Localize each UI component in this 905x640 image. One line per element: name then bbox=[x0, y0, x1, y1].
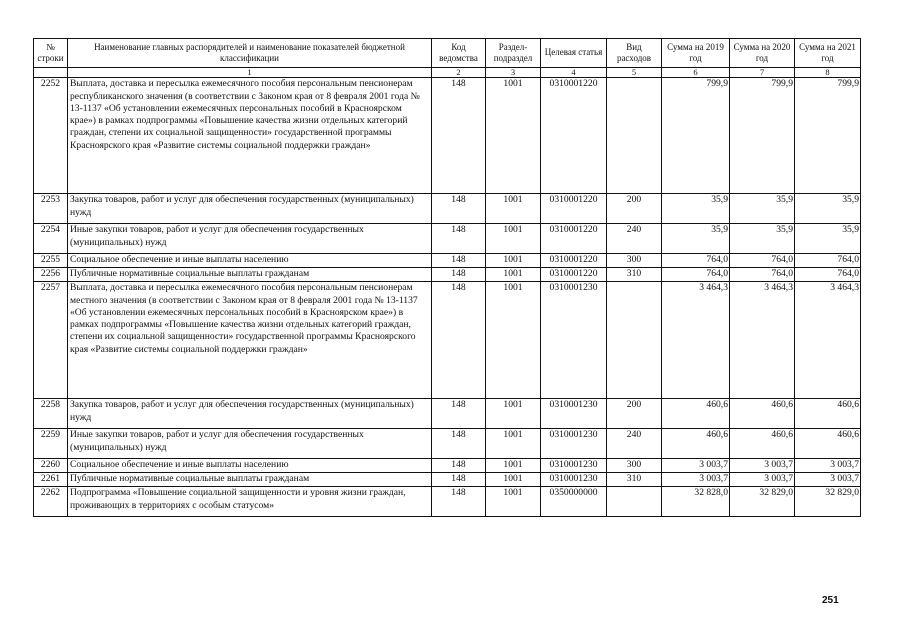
table-row bbox=[34, 224, 861, 254]
row-sum-2021: 35,9 bbox=[795, 194, 861, 224]
row-section: 1001 bbox=[486, 282, 541, 399]
row-name: Иные закупки товаров, работ и услуг для обеспечения государственных (муниципальных) нужд bbox=[68, 429, 432, 459]
table-row bbox=[34, 429, 861, 459]
row-expense-type: 200 bbox=[607, 399, 662, 429]
header-sum-2020: Сумма на 2020 год bbox=[730, 39, 795, 68]
row-sum-2020: 35,9 bbox=[730, 224, 795, 254]
row-target-article: 0310001230 bbox=[541, 459, 607, 473]
row-name: Иные закупки товаров, работ и услуг для обеспечения государственных (муниципальных) нужд bbox=[68, 224, 432, 254]
row-department-code: 148 bbox=[432, 399, 486, 429]
row-department-code: 148 bbox=[432, 194, 486, 224]
row-name: Социальное обеспечение и иные выплаты населению bbox=[68, 254, 432, 268]
row-sum-2021: 3 003,7 bbox=[795, 459, 861, 473]
row-expense-type bbox=[607, 282, 662, 399]
table-row bbox=[34, 78, 861, 194]
header-section: Раздел-подраздел bbox=[486, 39, 541, 68]
header-target-article: Целевая статья bbox=[541, 39, 607, 68]
table-row bbox=[34, 473, 861, 487]
row-expense-type: 240 bbox=[607, 429, 662, 459]
row-name: Публичные нормативные социальные выплаты гражданам bbox=[68, 473, 432, 487]
budget-table bbox=[33, 38, 861, 517]
row-sum-2019: 799,9 bbox=[662, 78, 730, 194]
row-department-code: 148 bbox=[432, 254, 486, 268]
header-department-code: Код ведомства bbox=[432, 39, 486, 68]
row-number: 2254 bbox=[34, 224, 68, 254]
row-name: Подпрограмма «Повышение социальной защищенности и уровня жизни граждан, проживающих в территориях с особым статусом» bbox=[68, 487, 432, 517]
table-row bbox=[34, 282, 861, 399]
row-sum-2020: 32 829,0 bbox=[730, 487, 795, 517]
row-number: 2252 bbox=[34, 78, 68, 194]
row-sum-2019: 460,6 bbox=[662, 429, 730, 459]
header-number-cell: 2 bbox=[432, 68, 486, 78]
row-sum-2019: 3 003,7 bbox=[662, 473, 730, 487]
row-number: 2255 bbox=[34, 254, 68, 268]
row-number: 2259 bbox=[34, 429, 68, 459]
row-sum-2019: 460,6 bbox=[662, 399, 730, 429]
row-section: 1001 bbox=[486, 194, 541, 224]
row-section: 1001 bbox=[486, 459, 541, 473]
row-expense-type bbox=[607, 487, 662, 517]
row-department-code: 148 bbox=[432, 473, 486, 487]
row-sum-2021: 460,6 bbox=[795, 429, 861, 459]
row-department-code: 148 bbox=[432, 282, 486, 399]
row-name: Выплата, доставка и пересылка ежемесячного пособия персональным пенсионерам местного значения (в соответствии с Законом края от 8 февраля 2001 года № 13-1137 «Об установлении ежемесячных персональных пособий в Красноярском крае») в рамках подпрограммы «Повышение качества жизни отдельных категорий граждан, степени их социальной защищенности» государственной программы Красноярского края «Развитие системы социальной поддержки граждан» bbox=[68, 282, 432, 399]
row-target-article: 0310001230 bbox=[541, 399, 607, 429]
row-number: 2262 bbox=[34, 487, 68, 517]
row-target-article: 0310001220 bbox=[541, 254, 607, 268]
row-sum-2020: 764,0 bbox=[730, 268, 795, 282]
table-body bbox=[34, 78, 861, 517]
row-sum-2019: 35,9 bbox=[662, 194, 730, 224]
row-department-code: 148 bbox=[432, 268, 486, 282]
row-sum-2020: 764,0 bbox=[730, 254, 795, 268]
row-name: Выплата, доставка и пересылка ежемесячного пособия персональным пенсионерам республиканского значения (в соответствии с Законом края от 8 февраля 2001 года № 13-1137 «Об установлении ежемесячных персональных пособий в Красноярском крае») в рамках подпрограммы «Повышение качества жизни отдельных категорий граждан, степени их социальной защищенности» государственной программы Красноярского края «Развитие системы социальной поддержки граждан» bbox=[68, 78, 432, 194]
row-name: Публичные нормативные социальные выплаты гражданам bbox=[68, 268, 432, 282]
header-sum-2021: Сумма на 2021 год bbox=[795, 39, 861, 68]
row-expense-type: 300 bbox=[607, 459, 662, 473]
row-department-code: 148 bbox=[432, 78, 486, 194]
row-sum-2021: 460,6 bbox=[795, 399, 861, 429]
row-sum-2019: 3 464,3 bbox=[662, 282, 730, 399]
row-target-article: 0310001230 bbox=[541, 473, 607, 487]
row-department-code: 148 bbox=[432, 487, 486, 517]
row-expense-type: 310 bbox=[607, 268, 662, 282]
header-number-cell bbox=[34, 68, 68, 78]
row-number: 2256 bbox=[34, 268, 68, 282]
row-expense-type: 200 bbox=[607, 194, 662, 224]
row-department-code: 148 bbox=[432, 429, 486, 459]
row-sum-2020: 799,9 bbox=[730, 78, 795, 194]
row-section: 1001 bbox=[486, 487, 541, 517]
header-number-cell: 8 bbox=[795, 68, 861, 78]
header-number-cell: 5 bbox=[607, 68, 662, 78]
row-section: 1001 bbox=[486, 78, 541, 194]
row-number: 2260 bbox=[34, 459, 68, 473]
row-section: 1001 bbox=[486, 399, 541, 429]
row-sum-2021: 3 464,3 bbox=[795, 282, 861, 399]
row-target-article: 0310001230 bbox=[541, 282, 607, 399]
table-row bbox=[34, 254, 861, 268]
row-sum-2020: 460,6 bbox=[730, 399, 795, 429]
row-expense-type: 310 bbox=[607, 473, 662, 487]
table-row bbox=[34, 487, 861, 517]
row-expense-type bbox=[607, 78, 662, 194]
row-number: 2258 bbox=[34, 399, 68, 429]
row-target-article: 0310001220 bbox=[541, 78, 607, 194]
row-number: 2261 bbox=[34, 473, 68, 487]
row-name: Социальное обеспечение и иные выплаты населению bbox=[68, 459, 432, 473]
row-sum-2021: 799,9 bbox=[795, 78, 861, 194]
row-sum-2021: 35,9 bbox=[795, 224, 861, 254]
header-number-cell: 3 bbox=[486, 68, 541, 78]
row-name: Закупка товаров, работ и услуг для обеспечения государственных (муниципальных) нужд bbox=[68, 399, 432, 429]
header-name: Наименование главных распорядителей и наименование показателей бюджетной классификации bbox=[68, 39, 432, 68]
row-sum-2020: 3 003,7 bbox=[730, 459, 795, 473]
header-number-cell: 1 bbox=[68, 68, 432, 78]
row-number: 2253 bbox=[34, 194, 68, 224]
row-sum-2020: 35,9 bbox=[730, 194, 795, 224]
row-target-article: 0310001220 bbox=[541, 268, 607, 282]
row-sum-2021: 764,0 bbox=[795, 268, 861, 282]
row-sum-2020: 460,6 bbox=[730, 429, 795, 459]
row-expense-type: 240 bbox=[607, 224, 662, 254]
row-sum-2019: 3 003,7 bbox=[662, 459, 730, 473]
row-target-article: 0310001220 bbox=[541, 224, 607, 254]
row-section: 1001 bbox=[486, 429, 541, 459]
page-number: 251 bbox=[822, 595, 839, 606]
row-section: 1001 bbox=[486, 268, 541, 282]
row-sum-2021: 32 829,0 bbox=[795, 487, 861, 517]
row-target-article: 0350000000 bbox=[541, 487, 607, 517]
row-expense-type: 300 bbox=[607, 254, 662, 268]
header-sum-2019: Сумма на 2019 год bbox=[662, 39, 730, 68]
row-section: 1001 bbox=[486, 254, 541, 268]
table-row bbox=[34, 194, 861, 224]
row-sum-2020: 3 003,7 bbox=[730, 473, 795, 487]
header-expense-type: Вид расходов bbox=[607, 39, 662, 68]
row-department-code: 148 bbox=[432, 459, 486, 473]
row-sum-2019: 32 828,0 bbox=[662, 487, 730, 517]
row-sum-2019: 764,0 bbox=[662, 254, 730, 268]
row-target-article: 0310001220 bbox=[541, 194, 607, 224]
header-number-cell: 6 bbox=[662, 68, 730, 78]
row-sum-2019: 35,9 bbox=[662, 224, 730, 254]
header-number-cell: 4 bbox=[541, 68, 607, 78]
table-row bbox=[34, 459, 861, 473]
row-name: Закупка товаров, работ и услуг для обеспечения государственных (муниципальных) нужд bbox=[68, 194, 432, 224]
row-number: 2257 bbox=[34, 282, 68, 399]
row-target-article: 0310001230 bbox=[541, 429, 607, 459]
row-sum-2021: 3 003,7 bbox=[795, 473, 861, 487]
row-sum-2020: 3 464,3 bbox=[730, 282, 795, 399]
header-row-number: № строки bbox=[34, 39, 68, 68]
row-sum-2021: 764,0 bbox=[795, 254, 861, 268]
row-section: 1001 bbox=[486, 224, 541, 254]
table-row bbox=[34, 268, 861, 282]
row-department-code: 148 bbox=[432, 224, 486, 254]
row-section: 1001 bbox=[486, 473, 541, 487]
header-number-cell: 7 bbox=[730, 68, 795, 78]
table-row bbox=[34, 399, 861, 429]
row-sum-2019: 764,0 bbox=[662, 268, 730, 282]
